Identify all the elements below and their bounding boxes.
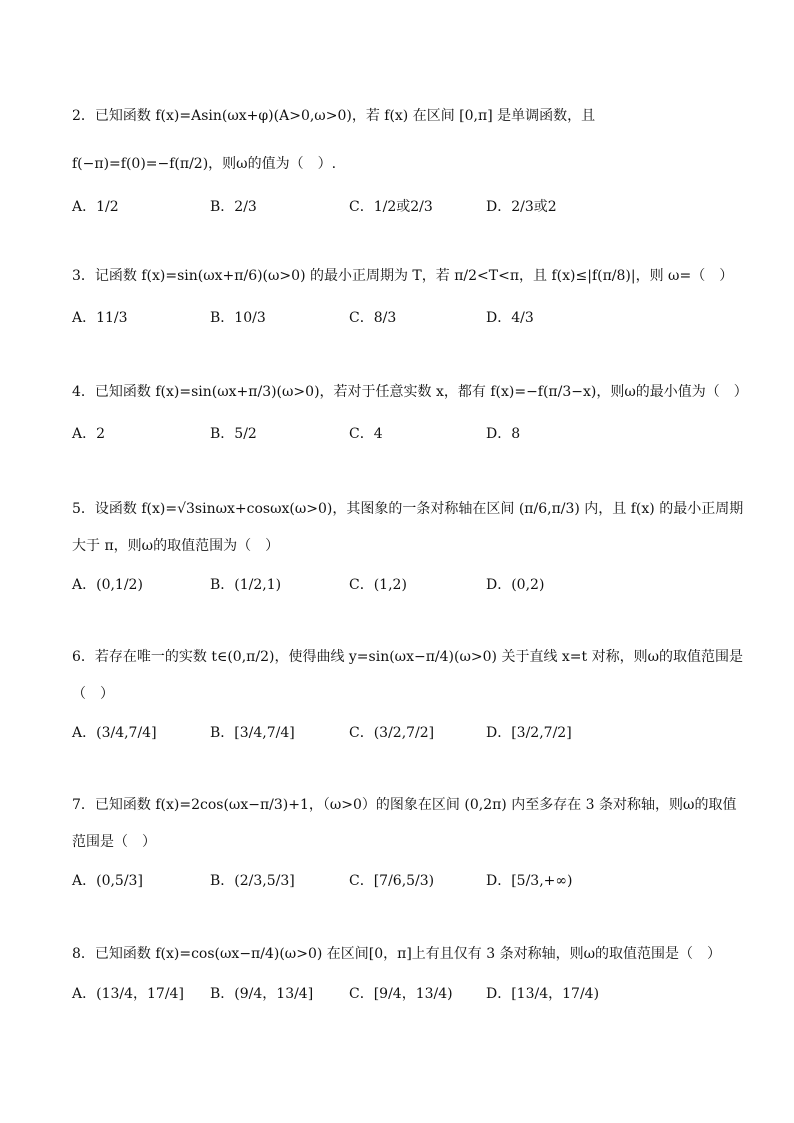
options-row (72, 861, 722, 901)
question-stem (72, 103, 722, 129)
options-row (72, 414, 722, 454)
options-row (72, 298, 722, 338)
option-c[interactable]: C．(3/2,7/2] (349, 725, 435, 741)
question-8 (72, 938, 722, 1014)
question-6 (72, 641, 744, 753)
option-c[interactable]: C．[7/6,5/3) (349, 873, 435, 889)
question-stem (72, 262, 734, 290)
option-a[interactable]: A．(0,5/3] (72, 873, 143, 889)
options-row (72, 187, 722, 227)
option-a[interactable]: A．(0,1/2) (72, 577, 143, 593)
option-d[interactable]: D．4/3 (486, 310, 534, 326)
option-b[interactable]: B．(2/3,5/3] (210, 873, 295, 889)
option-d[interactable]: D．(0,2) (486, 577, 545, 593)
question-stem-text: （ ） (72, 686, 114, 702)
question-stem-line2 (72, 681, 722, 707)
question-stem-text: 3．记函数 f(x)=sin(ωx+π/6)(ω>0) 的最小正周期为 T，若 π/2<T<π，且 f(x)≤|f(π/8)|，则 ω=（ ） (72, 268, 734, 284)
question-stem-text: 4．已知函数 f(x)=sin(ωx+π/3)(ω>0)，若对于任意实数 x，都有 f(x)=−f(π/3−x)，则ω的最小值为（ ） (72, 384, 748, 400)
question-stem-text: 7．已知函数 f(x)=2cos(ωx−π/3)+1，（ω>0）的图象在区间 (0,2π) 内至多存在 3 条对称轴，则ω的取值 (72, 797, 737, 813)
option-c[interactable]: C．[9/4，13/4) (349, 986, 453, 1002)
option-a[interactable]: A．11/3 (72, 310, 128, 326)
options-row (72, 565, 722, 605)
options-row (72, 974, 722, 1014)
question-stem (72, 789, 737, 821)
option-b[interactable]: B．5/2 (210, 426, 257, 442)
question-stem (72, 641, 744, 673)
option-a[interactable]: A．2 (72, 426, 106, 442)
option-b[interactable]: B．(9/4，13/4] (210, 986, 314, 1002)
question-stem (72, 938, 722, 970)
option-a[interactable]: A．(13/4，17/4] (72, 986, 184, 1002)
question-7 (72, 789, 737, 901)
question-stem (72, 493, 744, 525)
option-a[interactable]: A．(3/4,7/4] (72, 725, 157, 741)
question-stem-text: 范围是（ ） (72, 834, 156, 850)
option-b[interactable]: B．2/3 (210, 199, 257, 215)
question-stem-text: f(−π)=f(0)=−f(π/2)，则ω的值为（ ）. (72, 156, 337, 172)
option-b[interactable]: B．10/3 (210, 310, 266, 326)
question-3 (72, 262, 734, 338)
option-b[interactable]: B．[3/4,7/4] (210, 725, 295, 741)
question-stem-text: 6．若存在唯一的实数 t∈(0,π/2)，使得曲线 y=sin(ωx−π/4)(ω>0) 关于直线 x=t 对称，则ω的取值范围是 (72, 649, 744, 665)
option-c[interactable]: C．8/3 (349, 310, 397, 326)
option-a[interactable]: A．1/2 (72, 199, 119, 215)
option-c[interactable]: C．1/2或2/3 (349, 199, 433, 215)
option-d[interactable]: D．[5/3,+∞) (486, 873, 573, 889)
question-5 (72, 493, 744, 605)
option-d[interactable]: D．[3/2,7/2] (486, 725, 572, 741)
question-2 (72, 103, 722, 227)
option-b[interactable]: B．(1/2,1) (210, 577, 282, 593)
question-stem-line2 (72, 533, 722, 559)
option-d[interactable]: D．[13/4，17/4) (486, 986, 600, 1002)
question-stem-text: 8．已知函数 f(x)=cos(ωx−π/4)(ω>0) 在区间[0，π]上有且仅有 3 条对称轴，则ω的取值范围是（ ） (72, 946, 722, 962)
options-row (72, 713, 722, 753)
question-stem-text: 2．已知函数 f(x)=Asin(ωx+φ)(A>0,ω>0)，若 f(x) 在区间 [0,π] 是单调函数，且 (72, 108, 596, 124)
question-stem (72, 378, 748, 406)
question-stem-line2 (72, 829, 722, 855)
option-c[interactable]: C．(1,2) (349, 577, 407, 593)
question-4 (72, 378, 748, 454)
option-d[interactable]: D．2/3或2 (486, 199, 557, 215)
question-stem-line2 (72, 143, 722, 185)
question-stem-text: 大于 π，则ω的取值范围为（ ） (72, 538, 280, 554)
option-d[interactable]: D．8 (486, 426, 521, 442)
option-c[interactable]: C．4 (349, 426, 383, 442)
question-stem-text: 5．设函数 f(x)=√3sinωx+cosωx(ω>0)，其图象的一条对称轴在区间 (π/6,π/3) 内，且 f(x) 的最小正周期 (72, 501, 744, 517)
